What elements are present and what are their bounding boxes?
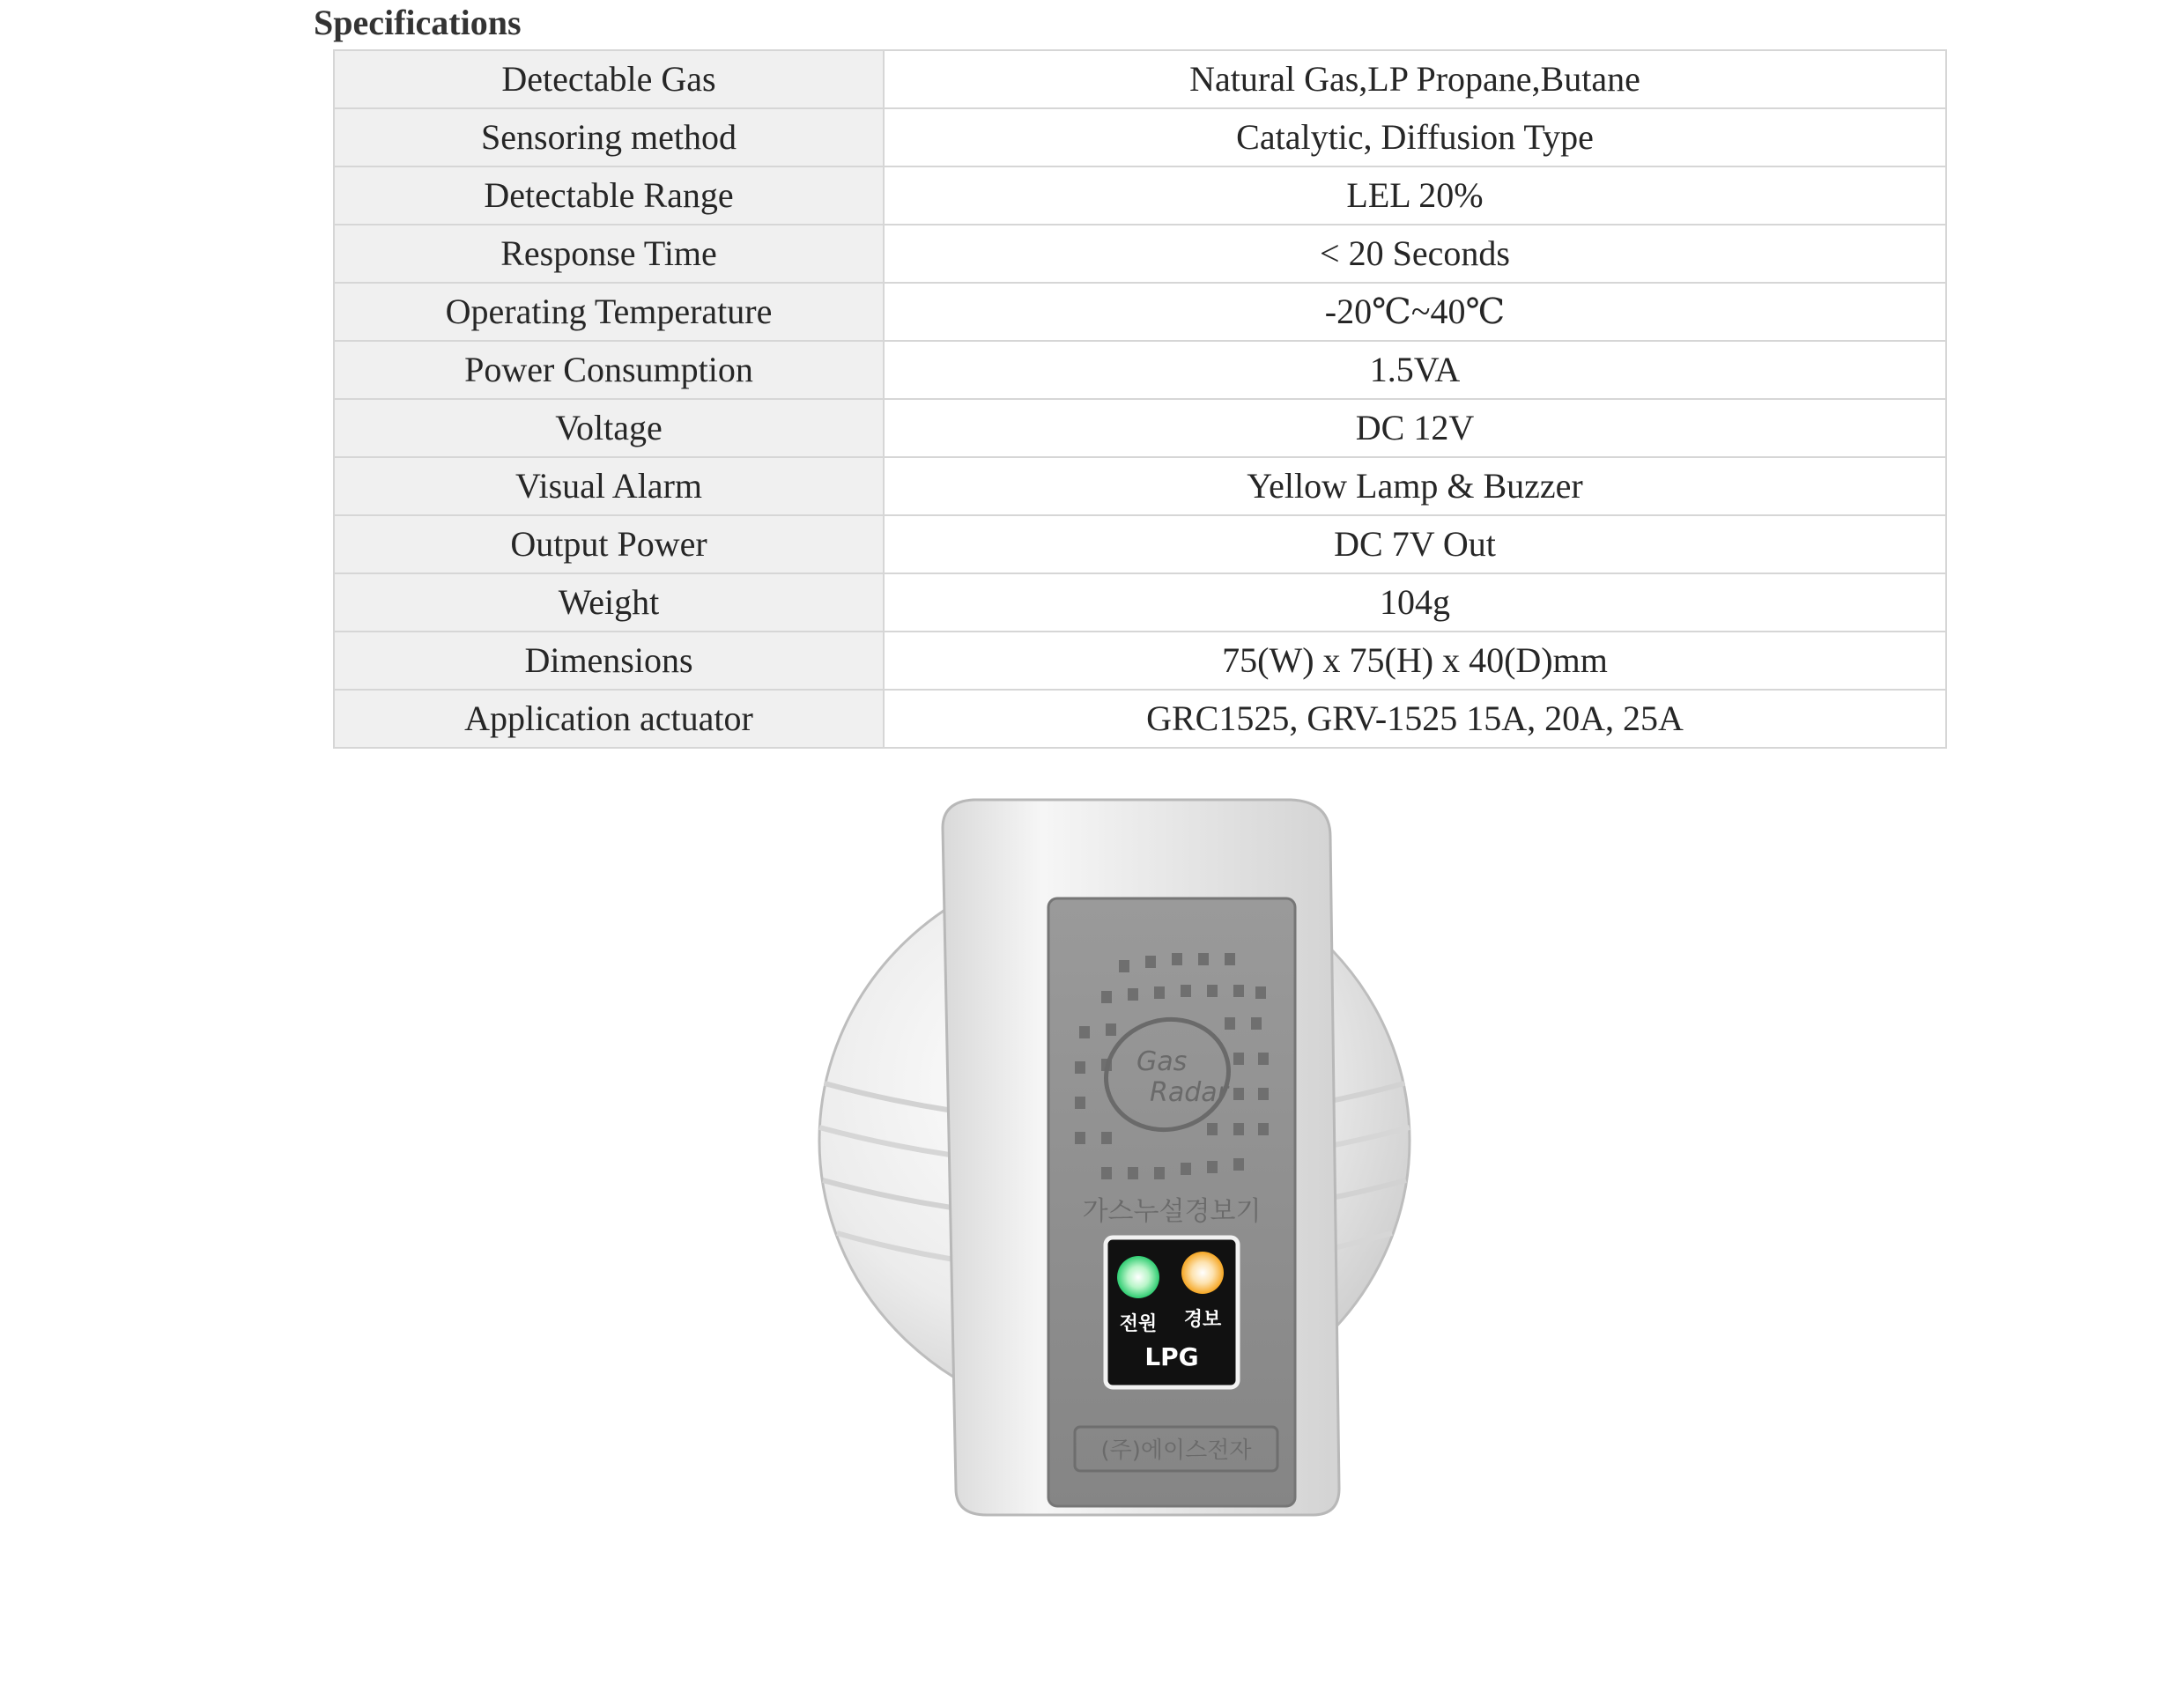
spec-label: Dimensions [334, 632, 884, 690]
spec-value: GRC1525, GRV-1525 15A, 20A, 25A [884, 690, 1946, 748]
page-title: Specifications [314, 3, 522, 42]
table-row [334, 225, 1946, 283]
spec-value: DC 12V [884, 399, 1946, 457]
spec-value: < 20 Seconds [884, 225, 1946, 283]
table-row [334, 166, 1946, 225]
spec-label: Operating Temperature [334, 283, 884, 341]
spec-value: 1.5VA [884, 341, 1946, 399]
spec-value: LEL 20% [884, 166, 1946, 225]
table-row [334, 283, 1946, 341]
spec-value: 104g [884, 573, 1946, 632]
spec-label: Sensoring method [334, 108, 884, 166]
table-row [334, 690, 1946, 748]
logo-line2: Radar [1150, 1077, 1228, 1108]
table-row [334, 457, 1946, 515]
power-led-icon [1117, 1256, 1159, 1298]
spec-value: -20℃~40℃ [884, 283, 1946, 341]
table-row [334, 108, 1946, 166]
spec-value: 75(W) x 75(H) x 40(D)mm [884, 632, 1946, 690]
model-label: LPG [1144, 1342, 1199, 1371]
table-row [334, 399, 1946, 457]
spec-label: Weight [334, 573, 884, 632]
spec-label: Application actuator [334, 690, 884, 748]
spec-value: DC 7V Out [884, 515, 1946, 573]
gas-detector-image [811, 793, 1445, 1550]
alarm-led-label: 경보 [1183, 1309, 1222, 1331]
spec-value: Natural Gas,LP Propane,Butane [884, 50, 1946, 108]
logo-line1: Gas [1136, 1046, 1188, 1077]
table-row [334, 50, 1946, 108]
spec-label: Voltage [334, 399, 884, 457]
table-row [334, 632, 1946, 690]
maker-label: (주)에이스전자 [1100, 1437, 1252, 1464]
spec-label: Power Consumption [334, 341, 884, 399]
table-row [334, 515, 1946, 573]
spec-value: Catalytic, Diffusion Type [884, 108, 1946, 166]
specifications-table [333, 49, 1947, 749]
alarm-led-icon [1181, 1252, 1224, 1294]
table-row [334, 573, 1946, 632]
spec-label: Detectable Gas [334, 50, 884, 108]
spec-label: Output Power [334, 515, 884, 573]
power-led-label: 전원 [1119, 1313, 1158, 1335]
spec-value: Yellow Lamp & Buzzer [884, 457, 1946, 515]
table-row [334, 341, 1946, 399]
product-name-text: 가스누설경보기 [1082, 1196, 1262, 1227]
spec-label: Detectable Range [334, 166, 884, 225]
spec-label: Response Time [334, 225, 884, 283]
spec-label: Visual Alarm [334, 457, 884, 515]
